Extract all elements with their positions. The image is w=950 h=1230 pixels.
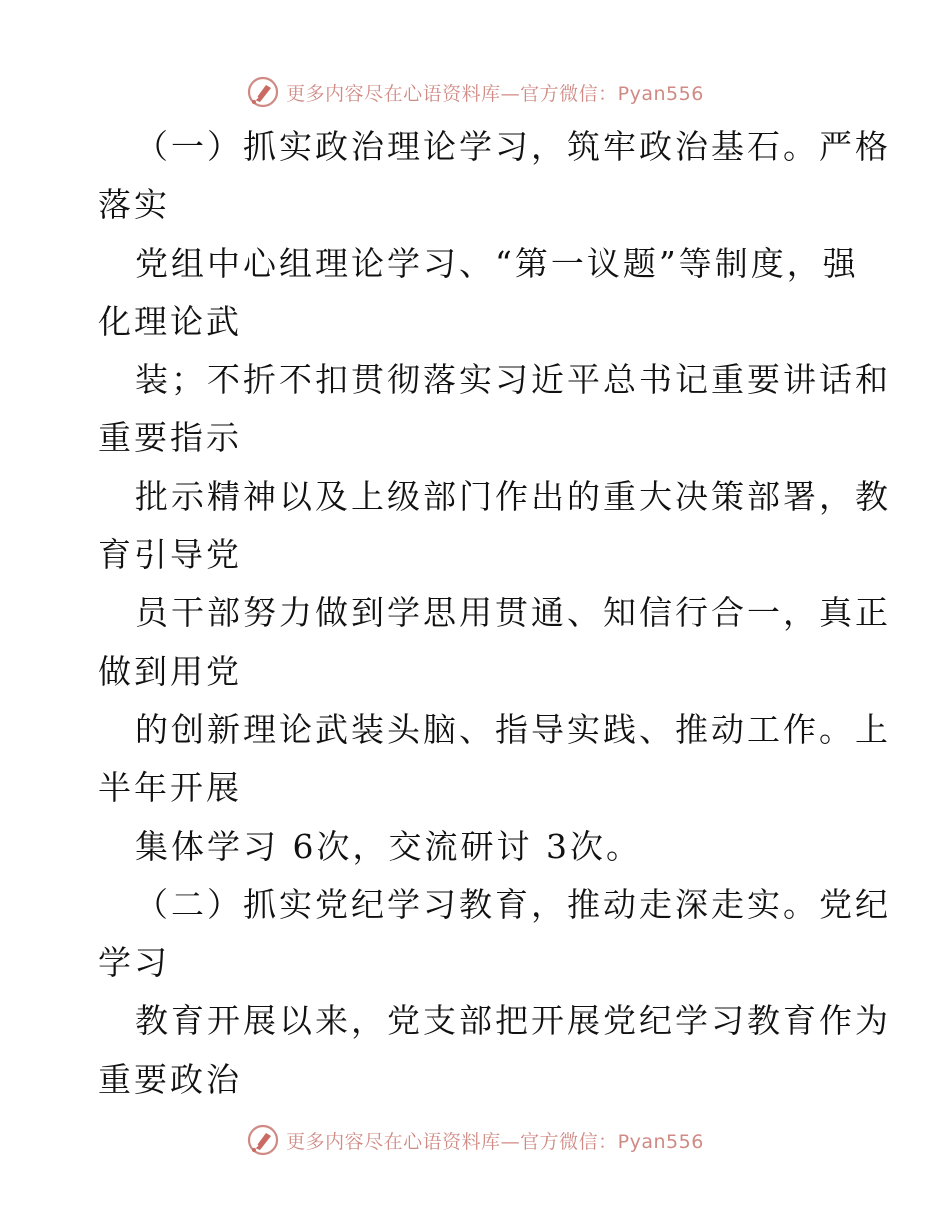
text-line: 装；不折不扣贯彻落实习近平总书记重要讲话和 xyxy=(135,360,891,400)
text-line: 教育开展以来，党支部把开展党纪学习教育作为 xyxy=(135,1001,891,1041)
text-line: 做到用党 xyxy=(98,651,242,691)
pen-nib-logo-icon xyxy=(246,1123,280,1157)
text-line: （一）抓实政治理论学习，筑牢政治基石。严格 xyxy=(135,127,891,166)
header-watermark xyxy=(0,72,950,112)
watermark-text: 更多内容尽在心语资料库—官方微信：Pyan556 xyxy=(286,82,704,105)
footer-watermark xyxy=(0,1120,950,1160)
text-line: 落实 xyxy=(98,185,170,225)
text-line: 学习 xyxy=(98,943,170,983)
text-line: 半年开展 xyxy=(98,768,242,808)
text-line: 育引导党 xyxy=(98,535,242,575)
text-line: 党组中心组理论学习、“第一议题”等制度，强 xyxy=(135,243,859,283)
document-body xyxy=(98,118,891,1109)
text-line: 重要指示 xyxy=(98,418,242,458)
text-line: （二）抓实党纪学习教育，推动走深走实。党纪 xyxy=(135,884,891,924)
text-line: 员干部努力做到学思用贯通、知信行合一，真正 xyxy=(135,593,891,633)
text-line: 重要政治 xyxy=(98,1059,242,1099)
text-line: 化理论武 xyxy=(98,301,242,341)
pen-nib-logo-icon xyxy=(246,75,280,109)
text-line: 的创新理论武装头脑、指导实践、推动工作。上 xyxy=(135,709,891,749)
text-line: 集体学习 6次，交流研讨 3次。 xyxy=(135,826,642,866)
watermark-text: 更多内容尽在心语资料库—官方微信：Pyan556 xyxy=(286,1130,704,1153)
text-line: 批示精神以及上级部门作出的重大决策部署，教 xyxy=(135,476,891,516)
